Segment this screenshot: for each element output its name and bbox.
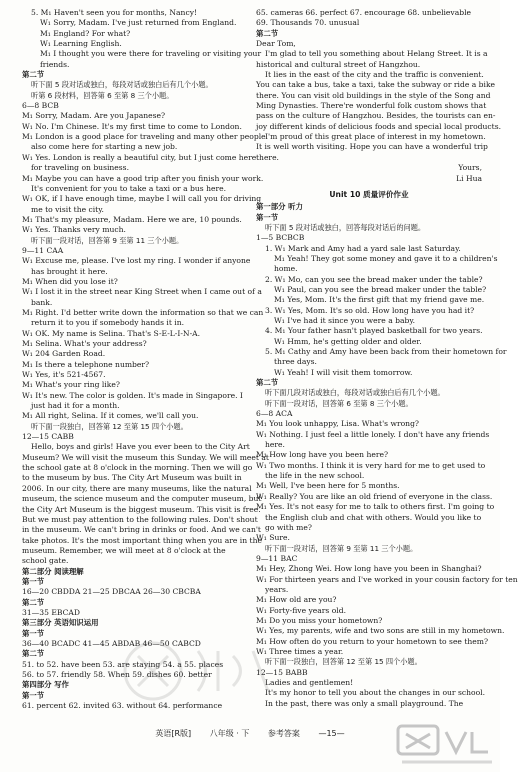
text-line: 31—35 EBCAD — [22, 607, 80, 617]
text-line: W₁ Excuse me, please. I've lost my ring. I wonder if anyone — [22, 256, 251, 266]
text-line: 69. Thousands 70. unusual — [256, 18, 360, 28]
text-line: 61. percent 62. invited 63. without 64. performance — [22, 701, 223, 711]
text-line: Ming Dynasties. There're wonderful folk custom shows that — [256, 101, 487, 111]
text-line: M₁ How old are you? — [256, 595, 337, 605]
text-line: 36—40 BCADC 41—45 ABDAB 46—50 CABCD — [22, 638, 201, 648]
text-line: M₁ When did you lose it? — [22, 276, 118, 286]
text-line: 听下面一段独白，回答第 12 至第 15 四个小题。 — [31, 421, 188, 431]
text-line: W₁ No. I'm Chinese. It's my first time to come to London. — [22, 121, 242, 131]
text-line: 9—11 CAA — [22, 245, 64, 255]
text-line: It's convenient for you to take a taxi or a bus here. — [31, 183, 227, 193]
text-line: home. — [274, 264, 298, 274]
text-line: 5. M₁ Cathy and Amy have been back from their hometown for — [265, 347, 507, 356]
text-line: 6—8 BCB — [22, 101, 59, 111]
text-line: W₁ Yes. London is really a beautiful city, but I just come here — [22, 152, 257, 162]
text-line: 听下面一段对话，回答第 9 至第 11 三个小题。 — [265, 543, 418, 553]
text-line: In the past, there was only a small playground. The — [265, 698, 464, 708]
section-heading: 第二节 — [22, 649, 45, 659]
text-line: 听第 6 段材料，回答第 6 至第 8 三个小题。 — [31, 90, 174, 100]
text-line: I'm proud of this great place of interest in my hometown. — [265, 132, 486, 142]
text-line: 听下面几段对话或独白，每段对话或独白后有几个小题。 — [265, 388, 445, 398]
section-heading: 第二节 — [256, 378, 279, 388]
text-line: W₁ Really? You are like an old friend of everyone in the class. — [256, 491, 493, 501]
text-line: W₁ Sure. — [256, 533, 290, 543]
text-line: W₁ Yes, it's 521-4567. — [22, 370, 106, 380]
text-line: 3. W₁ Yes, Mom. It's so old. How long have you had it? — [265, 305, 475, 315]
section-heading: 第一节 — [22, 628, 45, 638]
text-line: W₁ Forty-five years old. — [256, 605, 347, 615]
text-line: W₁ Nothing. I just feel a little lonely. I don't have any friends — [256, 429, 490, 439]
text-line: It lies in the east of the city and the traffic is convenient. — [265, 70, 484, 80]
text-line: It's my honor to tell you about the changes in our school. — [265, 688, 486, 698]
text-line: friends. — [40, 59, 70, 69]
section-heading: 第一节 — [22, 690, 45, 700]
text-line: historical and cultural street of Hangzhou. — [256, 59, 421, 69]
text-line: M₁ Is there a telephone number? — [22, 359, 150, 369]
text-line: M₁ Hey, Zhong Wei. How long have you been in Shanghai? — [256, 564, 482, 574]
text-line: in the museum. We can't bring in drinks or food. And we can't — [22, 525, 261, 535]
text-line: go with me? — [265, 522, 312, 532]
text-line: M₁ Sorry, Madam. Are you Japanese? — [22, 111, 166, 121]
text-line: W₁ Paul, can you see the bread maker under the table? — [274, 284, 487, 294]
text-line: M₁ You look unhappy, Lisa. What's wrong? — [256, 419, 420, 429]
text-line: the English club and chat with others. Would you like to — [265, 512, 482, 522]
text-line: bank. — [31, 297, 53, 307]
text-line: 2. W₁ Mo, can you see the bread maker under the table? — [265, 274, 483, 284]
text-line: W₁ Three times a year. — [256, 646, 344, 656]
text-line: me to visit the city. — [31, 204, 104, 214]
text-line: M₁ London is a good place for traveling and many other people — [22, 132, 266, 142]
text-line: M₁ England? For what? — [40, 28, 131, 38]
text-line: to the museum by bus. The City Art Museum was built in — [22, 473, 242, 483]
text-line: pass on the culture of Hangzhou. Besides, the tourists can en- — [256, 111, 496, 121]
text-line: the life in the new school. — [265, 471, 365, 481]
text-line: Museum? We will visit the museum this Sunday. We will meet at — [22, 452, 269, 462]
text-line: the City Art Museum is the biggest museum. This visit is free. — [22, 504, 261, 514]
text-line: 65. cameras 66. perfect 67. encourage 68. unbelievable — [256, 8, 472, 17]
section-heading: 第二节 — [256, 28, 279, 38]
left-column — [22, 8, 269, 711]
text-line: W₁ Yes. Thanks very much. — [22, 225, 126, 235]
text-line: 12—15 CABB — [22, 432, 74, 442]
footer-section: 参考答案 — [267, 729, 300, 738]
text-line: W₁ Sorry, Madam. I've just returned from England. — [40, 18, 237, 28]
section-heading: 第一节 — [256, 212, 279, 222]
text-line: 16—20 CBDDA 21—25 DBCAA 26—30 CBCBA — [22, 587, 201, 597]
text-line: joy different kinds of delicious foods and special local products. — [256, 121, 502, 131]
section-heading: 第一节 — [22, 576, 45, 586]
page-number: —15— — [318, 729, 345, 738]
text-line: 听下面一段对话，回答第 6 至第 8 三个小题。 — [265, 398, 413, 408]
text-line: 4. M₁ Your father hasn't played basketball for two years. — [265, 326, 483, 336]
text-line: take photos. It's the most important thing when you are in the — [22, 535, 262, 545]
text-line: W₁ I've had it since you were a baby. — [274, 315, 416, 325]
text-line: M₁ Do you miss your hometown? — [256, 615, 383, 625]
text-line: 9—11 BAC — [256, 553, 298, 563]
text-line: 51. to 52. have been 53. are staying 54. a 55. places — [22, 659, 224, 669]
text-line: W₁ Yeah! I will visit them tomorrow. — [274, 367, 413, 377]
section-heading: 第二部分 阅读理解 — [22, 566, 84, 576]
text-line: M₁ Right. I'd better write down the information so that we can — [22, 307, 264, 317]
text-line: 5. M₁ Haven't seen you for months, Nancy! — [31, 8, 198, 17]
text-line: W₁ Two months. I think it is very hard for me to get used to — [256, 460, 486, 470]
text-line: 1. W₁ Mark and Amy had a yard sale last Saturday. — [265, 243, 461, 253]
text-line: W₁ OK, if I have enough time, maybe I will call you for driving — [22, 194, 262, 204]
section-heading: 第三部分 英语知识运用 — [22, 618, 99, 628]
text-line: three days. — [274, 357, 317, 367]
text-line: 2006. In our city, there are many museums, like the natural — [22, 483, 252, 493]
text-line: M₁ How often do you return to your hometown to see them? — [256, 636, 489, 646]
text-line: 听下面一段对话，回答第 9 至第 11 三个小题。 — [31, 235, 184, 245]
watermark-stamp-icon — [118, 636, 278, 706]
page-footer — [0, 728, 500, 739]
text-line: W₁ For thirteen years and I've worked in your cousin factory for ten — [256, 574, 518, 584]
text-line: W₁ I lost it in the street near King Street when I came out of a — [22, 287, 262, 297]
text-line: W₁ Hmm, he's getting older and older. — [274, 336, 422, 346]
text-line: Hello, boys and girls! Have you ever been to the City Art — [31, 442, 250, 452]
text-line: M₁ That's my pleasure, Madam. Here we are, 10 pounds. — [22, 214, 242, 224]
text-line: W₁ 204 Garden Road. — [22, 349, 106, 359]
text-line: It is well worth visiting. Hope you can have a wonderful trip — [256, 142, 488, 152]
text-line: M₁ Maybe you can have a good trip after you finish your work. — [22, 173, 264, 183]
text-line: Yours, — [458, 163, 482, 173]
text-line: there. You can visit old buildings in the style of the Song and — [256, 90, 491, 100]
text-line: has brought it here. — [31, 266, 108, 276]
right-column — [256, 8, 518, 709]
text-line: 听下面 5 段对话或独白，回答每段对话后的问题。 — [265, 222, 426, 232]
text-line: 12—15 BABB — [256, 667, 308, 677]
text-line: You can take a bus, take a taxi, take the subway or ride a bike — [256, 80, 496, 90]
text-line: W₁ It's new. The color is golden. It's made in Singapore. I — [22, 390, 243, 400]
text-line: 56. to 57. friendly 58. When 59. dishes 60. better — [22, 670, 212, 679]
text-line: 听下面一段独白，回答第 12 至第 15 四个小题。 — [265, 657, 422, 667]
text-line: there. — [256, 152, 279, 162]
text-line: W₁ Yes, my parents, wife and two sons are still in my hometown. — [256, 626, 505, 636]
text-line: M₁ What's your ring like? — [22, 380, 120, 390]
text-line: years. — [265, 584, 289, 594]
text-line: W₁ OK. My name is Selina. That's S-E-L-I-N-A. — [22, 328, 201, 338]
text-line: the school gate at 8 o'clock in the morning. Then we will go — [22, 463, 253, 473]
text-line: Dear Tom, — [256, 39, 296, 49]
section-heading: 第一部分 听力 — [256, 202, 303, 212]
text-line: 6—8 ACA — [256, 409, 293, 419]
text-line: Ladies and gentlemen! — [265, 678, 354, 687]
text-line: museum, the science museum and the computer museum, but — [22, 494, 262, 504]
text-line: also come here for starting a new job. — [31, 142, 178, 152]
section-heading: 第四部分 写作 — [22, 680, 69, 690]
text-line: just had it for a month. — [31, 401, 120, 411]
text-line: M₁ All right, Selina. If it comes, we'll call you. — [22, 411, 199, 421]
text-line: school gate. — [22, 556, 69, 566]
section-heading: 第二节 — [22, 597, 45, 607]
text-line: return it to you if somebody hands it in. — [31, 318, 185, 328]
unit-heading: Unit 10 质量评价作业 — [329, 189, 409, 199]
text-line: here. — [265, 440, 285, 450]
text-line: M₁ How long have you been here? — [256, 450, 389, 460]
text-line: M₁ Selina. What's your address? — [22, 339, 147, 348]
text-line: M₁ Yes. It's not easy for me to talk to others first. I'm going to — [256, 502, 495, 512]
text-line: I'm glad to tell you something about Helang Street. It is a — [265, 49, 488, 59]
text-line: museum. Remember, we will meet at 8 o'clock at the — [22, 545, 226, 555]
text-line: for traveling on business. — [31, 163, 129, 173]
footer-subject: 英语[R版] — [155, 729, 192, 738]
footer-grade: 八年级 · 下 — [209, 729, 250, 738]
text-line: M₁ Yes, Mom. It's the first gift that my friend gave me. — [274, 295, 485, 305]
text-line: M₁ Yeah! They got some money and gave it to a children's — [274, 253, 498, 263]
text-line: Li Hua — [456, 173, 482, 183]
text-line: 1—5 BCBCB — [256, 233, 305, 243]
section-heading: 第二节 — [22, 70, 45, 80]
text-line: M₁ I thought you were there for traveling or visiting your — [40, 49, 262, 59]
text-line: 听下面 5 段对话或独白，每段对话或独白后有几个小题。 — [31, 80, 213, 90]
text-line: But we must pay attention to the following rules. Don't shout — [22, 514, 258, 524]
text-line: W₁ Learning English. — [40, 39, 122, 49]
text-line: M₁ Well, I've been here for 5 months. — [256, 481, 400, 491]
